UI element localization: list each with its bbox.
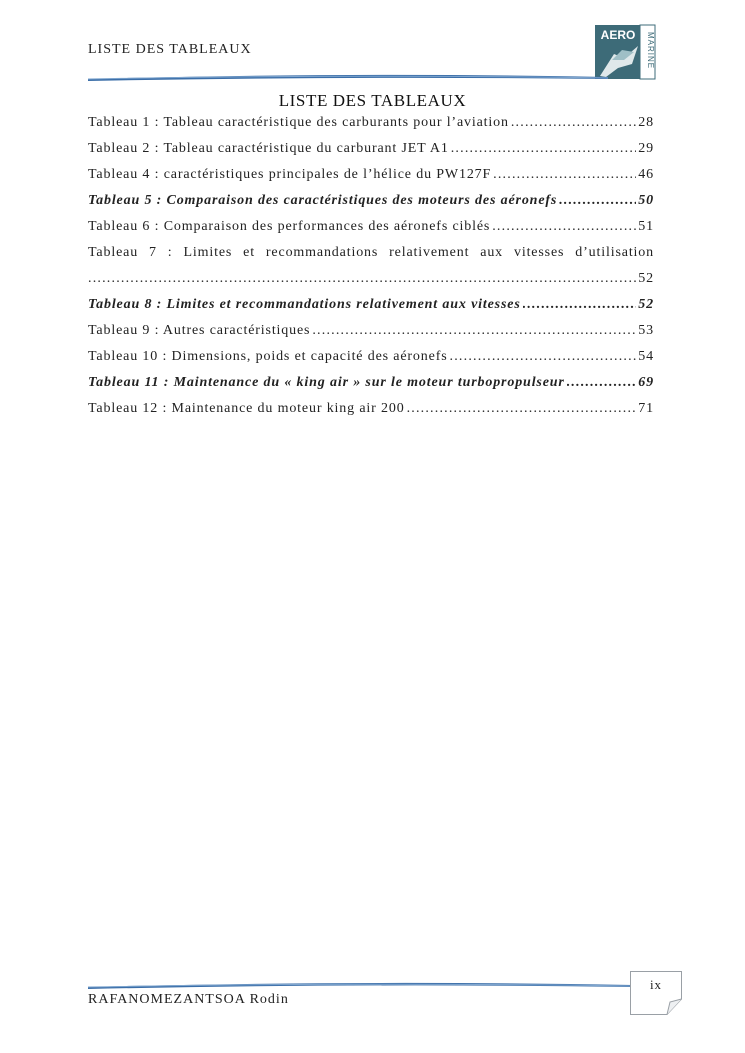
- dot-leader: [559, 188, 636, 214]
- logo-text-aero: AERO: [600, 28, 636, 42]
- header-rule: [88, 70, 608, 84]
- toc-entry[interactable]: [88, 240, 654, 266]
- page-heading: [0, 91, 745, 111]
- toc-entry[interactable]: [88, 396, 654, 422]
- toc-entry[interactable]: [88, 318, 654, 344]
- toc-entry[interactable]: [88, 110, 654, 136]
- footer-rule: [88, 979, 633, 991]
- toc-entry-page: 53: [638, 323, 654, 338]
- page-number: ix: [649, 977, 663, 992]
- dot-leader: [88, 266, 636, 292]
- dot-leader: [451, 136, 637, 162]
- toc-entry-page: 71: [638, 401, 654, 416]
- dot-leader: [312, 318, 636, 344]
- toc-entry[interactable]: [88, 344, 654, 370]
- page-heading-text: LISTE DES TABLEAUX: [278, 91, 467, 110]
- toc-entry-page: 52: [638, 271, 654, 286]
- toc-entry-page: 54: [638, 349, 654, 364]
- toc-entry[interactable]: [88, 188, 654, 214]
- toc-entry-label: Tableau 5 : Comparaison des caractéristiques des moteurs des aéronefs: [88, 193, 558, 208]
- toc-entry-label: Tableau 11 : Maintenance du « king air » sur le moteur turbopropulseur: [88, 375, 565, 390]
- dot-leader: [523, 292, 637, 318]
- toc-entry-label: Tableau 1 : Tableau caractéristique des carburants pour l’aviation: [88, 115, 509, 130]
- footer-author: RAFANOMEZANTSOA Rodin: [88, 992, 289, 1007]
- toc-entry-page: 50: [638, 193, 654, 208]
- dot-leader: [567, 370, 637, 396]
- toc-entry[interactable]: [88, 370, 654, 396]
- toc-entry-label: Tableau 6 : Comparaison des performances des aéronefs ciblés: [88, 219, 491, 234]
- dot-leader: [492, 214, 636, 240]
- toc-entry[interactable]: [88, 214, 654, 240]
- toc-entry[interactable]: [88, 136, 654, 162]
- toc-entry-label: Tableau 2 : Tableau caractéristique du carburant JET A1: [88, 141, 449, 156]
- header-title: LISTE DES TABLEAUX: [88, 42, 252, 57]
- toc-entry-label: Tableau 4 : caractéristiques principales de l’hélice du PW127F: [88, 167, 492, 182]
- toc-entry-continuation[interactable]: [88, 266, 654, 292]
- toc-entry-page: 69: [638, 375, 654, 390]
- toc-entry-label: Tableau 8 : Limites et recommandations relativement aux vitesses: [88, 297, 521, 312]
- toc-entry-page: 52: [638, 297, 654, 312]
- logo-text-marine: MARINE: [646, 32, 655, 70]
- toc-entry[interactable]: [88, 292, 654, 318]
- table-list: [88, 110, 654, 422]
- dot-leader: [450, 344, 637, 370]
- dot-leader: [493, 162, 636, 188]
- dot-leader: [407, 396, 637, 422]
- dot-leader: [511, 110, 636, 136]
- toc-entry-label: Tableau 10 : Dimensions, poids et capacité des aéronefs: [88, 349, 448, 364]
- toc-entry-label: Tableau 12 : Maintenance du moteur king air 200: [88, 401, 405, 416]
- toc-entry-page: 51: [638, 219, 654, 234]
- toc-entry-label: Tableau 9 : Autres caractéristiques: [88, 323, 311, 338]
- toc-entry-page: 46: [638, 167, 654, 182]
- toc-entry-label: Tableau 7 : Limites et recommandations relativement aux vitesses d’utilisation: [88, 245, 654, 260]
- toc-entry-page: 29: [638, 141, 654, 156]
- toc-entry-page: 28: [638, 115, 654, 130]
- toc-entry[interactable]: [88, 162, 654, 188]
